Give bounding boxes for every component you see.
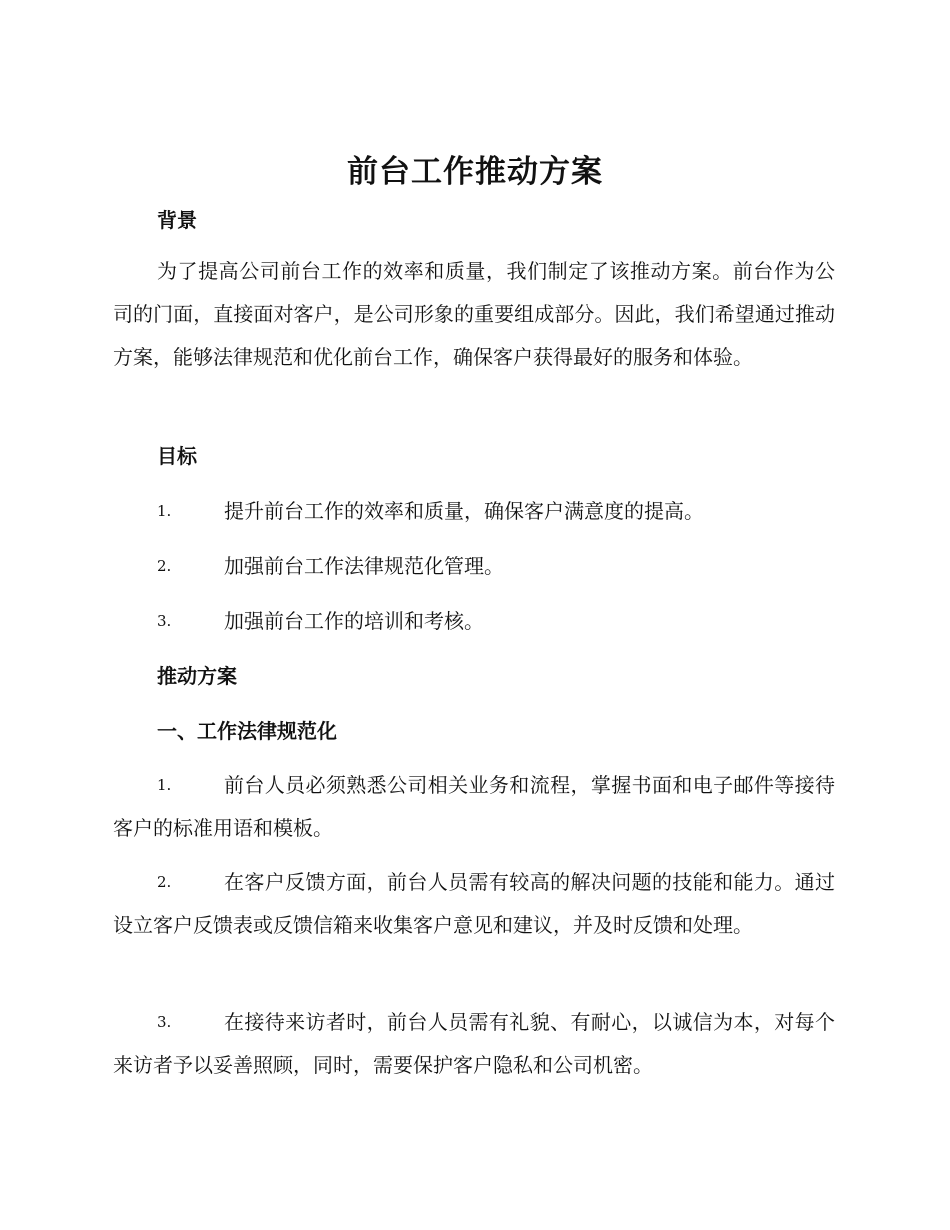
plan-item (113, 764, 835, 850)
list-number: 2. (157, 557, 172, 575)
subsection-heading-standardization: 一、工作法律规范化 (157, 719, 337, 743)
list-text: 在客户反馈方面，前台人员需有较高的解决问题的技能和能力。通过设立客户反馈表或反馈信箱来收集客户意见和建议，并及时反馈和处理。 (113, 870, 835, 937)
list-number: 1. (157, 502, 172, 520)
goal-item (113, 490, 835, 533)
list-number: 3. (157, 1013, 172, 1031)
section-heading-goals: 目标 (157, 444, 197, 468)
list-text: 加强前台工作法律规范化管理。 (224, 554, 504, 578)
list-text: 在接待来访者时，前台人员需有礼貌、有耐心，以诚信为本，对每个来访者予以妥善照顾，同时，需要保护客户隐私和公司机密。 (113, 1010, 835, 1077)
list-number: 1. (157, 776, 172, 794)
list-text: 加强前台工作的培训和考核。 (224, 609, 484, 633)
list-number: 2. (157, 873, 172, 891)
goal-item (113, 600, 835, 643)
list-text: 提升前台工作的效率和质量，确保客户满意度的提高。 (224, 499, 704, 523)
section-heading-plan: 推动方案 (157, 664, 237, 688)
document-title: 前台工作推动方案 (347, 154, 603, 190)
section-heading-background: 背景 (157, 208, 197, 232)
plan-item (113, 861, 835, 947)
list-number: 3. (157, 612, 172, 630)
list-text: 前台人员必须熟悉公司相关业务和流程，掌握书面和电子邮件等接待客户的标准用语和模板。 (113, 773, 835, 840)
background-paragraph: 为了提高公司前台工作的效率和质量，我们制定了该推动方案。前台作为公司的门面，直接面对客户，是公司形象的重要组成部分。因此，我们希望通过推动方案，能够法律规范和优化前台工作，确保客户获得最好的服务和体验。 (113, 259, 835, 369)
goal-item (113, 545, 835, 588)
plan-item (113, 1001, 835, 1087)
